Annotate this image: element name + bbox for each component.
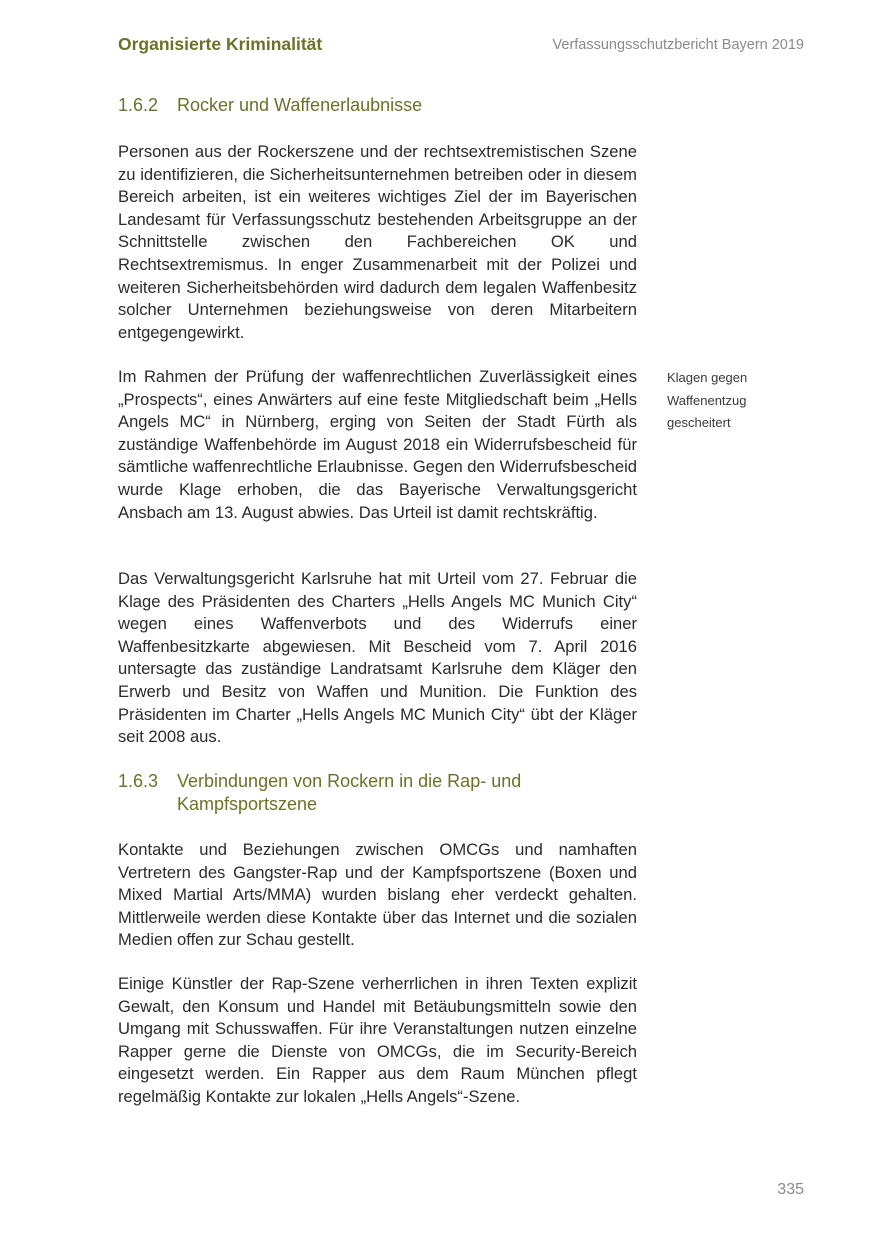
section-number: 1.6.2 [118, 95, 159, 115]
section-heading-1-6-3 [118, 770, 638, 816]
paragraph: Einige Künstler der Rap-Szene verherrlichen in ihren Texten explizit Gewalt, den Konsum und Handel mit Betäubungsmitteln sowie den Umgang mit Schusswaffen. Für ihre Veranstaltungen nutzen einzelne Rapper gerne die Dienste von OMCGs, die im Security-Bereich eingesetzt werden. Ein Rapper aus dem Raum München pflegt regelmäßig Kontakte zur lokalen „Hells Angels“-Szene. [118, 974, 637, 1106]
paragraph: Das Verwaltungsgericht Karlsruhe hat mit Urteil vom 27. Februar die Klage des Präsidenten des Charters „Hells Angels MC Munich City“ wegen eines Waffenverbots und des Widerrufs einer Waffenbesitzkarte abgewiesen. Mit Bescheid vom 7. April 2016 untersagte das zuständige Landratsamt Karlsruhe dem Kläger den Erwerb und Besitz von Waffen und Munition. Die Funktion des Präsidenten im Charter „Hells Angels MC Munich City“ übt der Kläger seit 2008 aus. [118, 569, 637, 747]
margin-note: Klagen gegen Waffenentzug gescheitert [667, 370, 748, 430]
paragraph: Personen aus der Rockerszene und der rechtsextremistischen Szene zu identifizieren, die Sicherheitsunternehmen betreiben oder in diesem Bereich arbeiten, ist ein weiteres wichtiges Ziel der im Bayerischen Landesamt für Verfassungsschutz bestehenden Arbeitsgruppe an der Schnittstelle zwischen den Fachbereichen OK und Rechtsextremismus. In enger Zusammenarbeit mit der Polizei und weiteren Sicherheitsbehörden wird dadurch dem legalen Waffenbesitz solcher Unternehmen beziehungsweise von deren Mitarbeitern entgegengewirkt. [118, 142, 637, 342]
chapter-title: Organisierte Kriminalität [118, 34, 323, 54]
publication-title: Verfassungsschutzbericht Bayern 2019 [552, 37, 804, 53]
paragraph: Im Rahmen der Prüfung der waffenrechtlichen Zuverlässigkeit eines „Prospects“, eines Anwärters auf eine feste Mitgliedschaft beim „Hells Angels MC“ in Nürnberg, erging von Seiten der Stadt Fürth als zuständige Waffenbehörde im August 2018 ein Widerrufsbescheid für sämtliche waffenrechtliche Erlaubnisse. Gegen den Widerrufsbescheid wurde Klage erhoben, die das Bayerische Verwaltungsgericht Ansbach am 13. August abwies. Das Urteil ist damit rechtskräftig. [118, 367, 637, 522]
section-number: 1.6.3 [118, 771, 159, 791]
paragraph: Kontakte und Beziehungen zwischen OMCGs und namhaften Vertretern des Gangster-Rap und der Kampfsportszene (Boxen und Mixed Martial Arts/MMA) wurden bislang eher verdeckt gehalten. Mittlerweile werden diese Kontakte über das Internet und die sozialen Medien offen zur Schau gestellt. [118, 840, 637, 950]
section-heading-1-6-2 [118, 94, 638, 117]
section-title: Verbindungen von Rockern in die Rap- und Kampfsportszene [177, 771, 522, 814]
section-title: Rocker und Waffenerlaubnisse [177, 95, 423, 115]
page-number: 335 [777, 1181, 804, 1198]
